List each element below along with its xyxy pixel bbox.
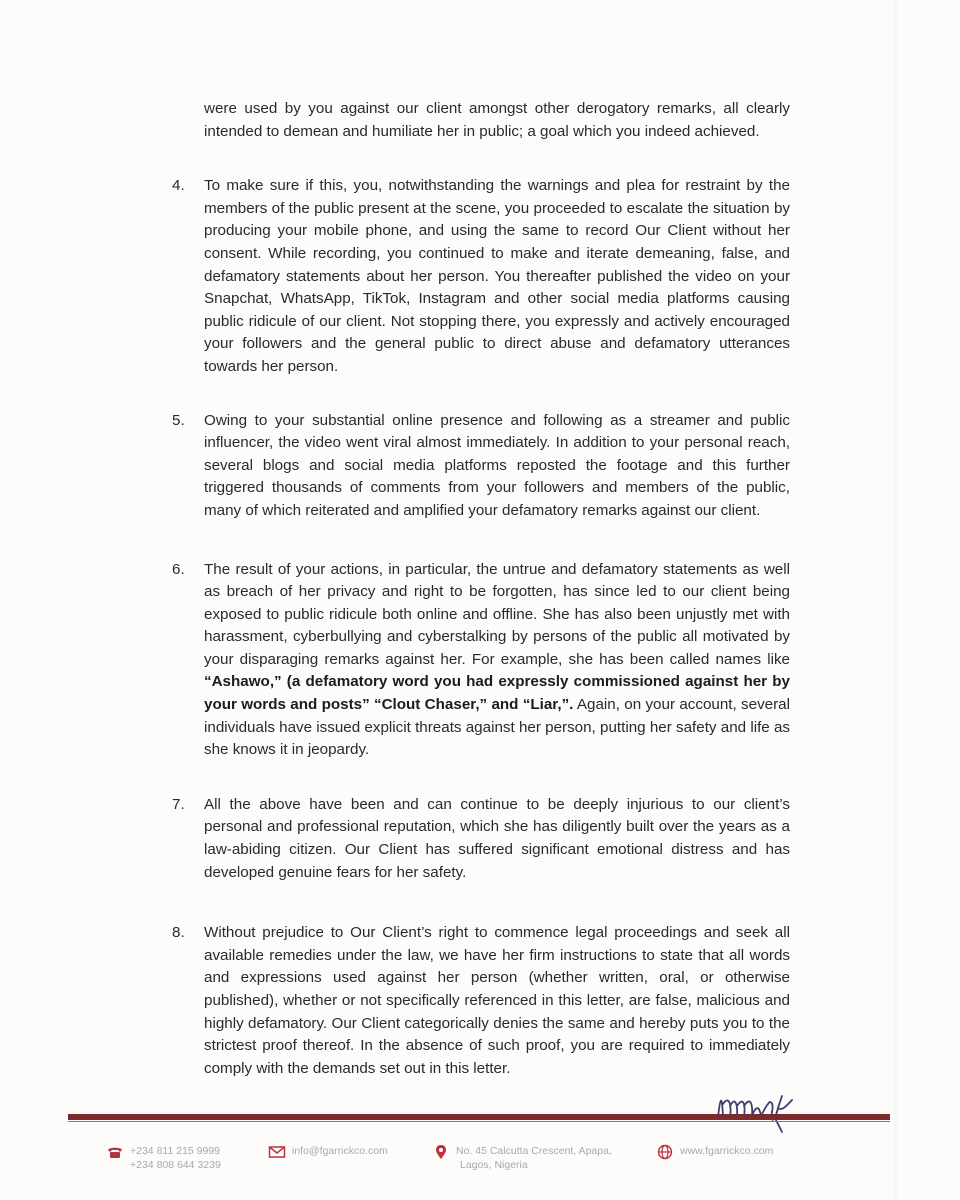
footer-address [432, 1144, 612, 1172]
paragraph-number: 4. [172, 177, 185, 195]
footer-email [268, 1144, 388, 1160]
phone-number-1: +234 811 215 9999 [130, 1145, 221, 1157]
globe-icon [656, 1144, 674, 1160]
phone-icon [106, 1144, 124, 1160]
paragraph-text: Without prejudice to Our Client’s right to commence legal proceedings and seek all available remedies under the law, we have her firm instructions to state that all words and expressions used against her person (whether written, oral, or otherwise published), whether or not specifically referenced in this letter, are false, malicious and highly defamatory. Our Client categorically denies the same and hereby puts you to the strictest proof thereof. In the absence of such proof, you are required to immediately comply with the demands set out in this letter. [204, 924, 790, 1077]
letterhead-footer [100, 1138, 820, 1188]
letter-body [172, 98, 790, 1080]
paragraph-text-end: Again, on your account, several individuals have issued explicit threats against her person, putting her safety and life as she knows it in jeopardy. [204, 696, 791, 759]
footer-phones [106, 1144, 221, 1172]
paragraph-text: To make sure if this, you, notwithstanding the warnings and plea for restraint by the members of the public present at the scene, you proceeded to escalate the situation by producing your mobile phone, and using the same to record Our Client without her consent. While recording, you continued to make and iterate demeaning, false, and defamatory statements about her person. You thereafter published the video on your Snapchat, WhatsApp, TikTok, Instagram and other social media platforms causing public ridicule of our client. Not stopping there, you expressly and actively encouraged your followers and the general public to direct abuse and defamatory utterances towards her person. [204, 177, 790, 375]
paragraph-number: 5. [172, 411, 185, 429]
paragraph-4 [172, 175, 790, 378]
paragraph-6 [172, 559, 790, 762]
paragraph-number: 6. [172, 560, 185, 578]
address-line-1: No. 45 Calcutta Crescent, Apapa, [456, 1145, 612, 1157]
paragraph-7 [172, 794, 790, 884]
continued-paragraph: were used by you against our client amongst other derogatory remarks, all clearly intended to demean and humiliate her in public; a goal which you indeed achieved. [204, 100, 790, 140]
footer-divider [68, 1114, 890, 1120]
paragraph-text: All the above have been and can continue to be deeply injurious to our client’s personal and professional reputation, which she has diligently built over the years as a law-abiding citizen. Our Client has suffered significant emotional distress and has developed genuine fears for her safety. [204, 795, 790, 881]
address-line-2: Lagos, Nigeria [460, 1159, 528, 1171]
paragraph-8 [172, 922, 790, 1080]
handwritten-signature [712, 1078, 832, 1138]
location-pin-icon [432, 1144, 450, 1160]
envelope-icon [268, 1144, 286, 1160]
paragraph-5 [172, 410, 790, 523]
paragraph-number: 7. [172, 795, 185, 813]
paragraph-text: Owing to your substantial online presence and following as a streamer and public influencer, the video went viral almost immediately. In addition to your personal reach, several blogs and social media platforms reposted the footage and this further triggered thousands of comments from your followers and members of the public, many of which reiterated and amplified your defamatory remarks against our client. [204, 411, 790, 519]
paragraph-text [204, 559, 790, 762]
footer-website [656, 1144, 773, 1160]
phone-number-2: +234 808 644 3239 [130, 1159, 221, 1171]
website-url: www.fgarrickco.com [680, 1145, 774, 1157]
page-edge [894, 0, 900, 1200]
paragraph-number: 8. [172, 924, 185, 942]
email-address: info@fgarrickco.com [292, 1145, 388, 1157]
paragraph-text-start: The result of your actions, in particular, the untrue and defamatory statements as well as breach of her privacy and right to be forgotten, has since led to our client being exposed to public ridicule both online and offline. She has also been unjustly met with harassment, cyberbullying and cyberstalking by persons of the public all motivated by your disparaging remarks against her. For example, she has been called names like [204, 560, 790, 668]
footer-divider-thin [68, 1121, 890, 1122]
bold-names-quote: “Ashawo,” (a defamatory word you had expressly commissioned against her by your words and posts” “Clout Chaser,” and “Liar,”. [204, 673, 790, 714]
